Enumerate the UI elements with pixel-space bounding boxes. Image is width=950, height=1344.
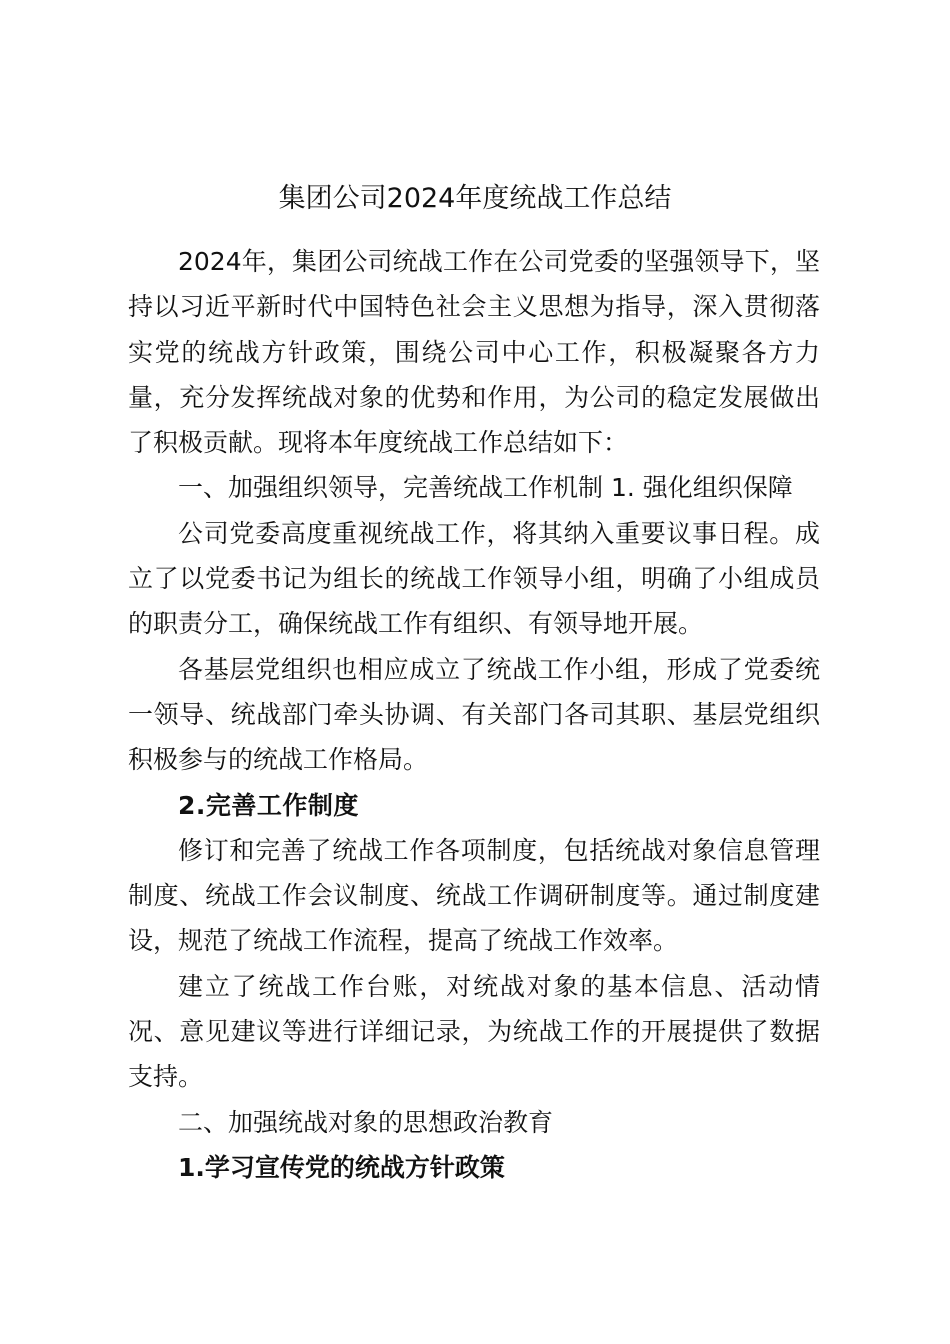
document-body [128, 239, 820, 1190]
intro-paragraph: 2024年，集团公司统战工作在公司党委的坚强领导下，坚持以习近平新时代中国特色社会主义思想为指导，深入贯彻落实党的统战方针政策，围绕公司中心工作，积极凝聚各方力量，充分发挥统战对象的优势和作用，为公司的稳定发展做出了积极贡献。现将本年度统战工作总结如下： [128, 247, 820, 458]
paragraph-grassroots: 各基层党组织也相应成立了统战工作小组，形成了党委统一领导、统战部门牵头协调、有关部门各司其职、基层党组织积极参与的统战工作格局。 [128, 654, 820, 775]
paragraph-org-guarantee: 公司党委高度重视统战工作，将其纳入重要议事日程。成立了以党委书记为组长的统战工作领导小组，明确了小组成员的职责分工，确保统战工作有组织、有领导地开展。 [128, 518, 820, 639]
document-title: 集团公司2024年度统战工作总结 [278, 183, 672, 214]
paragraph-revise-system: 修订和完善了统战工作各项制度，包括统战对象信息管理制度、统战工作会议制度、统战工作调研制度等。通过制度建设，规范了统战工作流程，提高了统战工作效率。 [128, 835, 820, 956]
paragraph-ledger: 建立了统战工作台账，对统战对象的基本信息、活动情况、意见建议等进行详细记录，为统战工作的开展提供了数据支持。 [128, 971, 820, 1092]
section-heading-2: 二、加强统战对象的思想政治教育 [178, 1107, 554, 1137]
section-heading-1: 一、加强组织领导，完善统战工作机制 1. 强化组织保障 [178, 473, 793, 503]
subheading-improve-system: 2.完善工作制度 [178, 790, 359, 820]
subheading-study-policy: 1.学习宣传党的统战方针政策 [178, 1152, 505, 1182]
